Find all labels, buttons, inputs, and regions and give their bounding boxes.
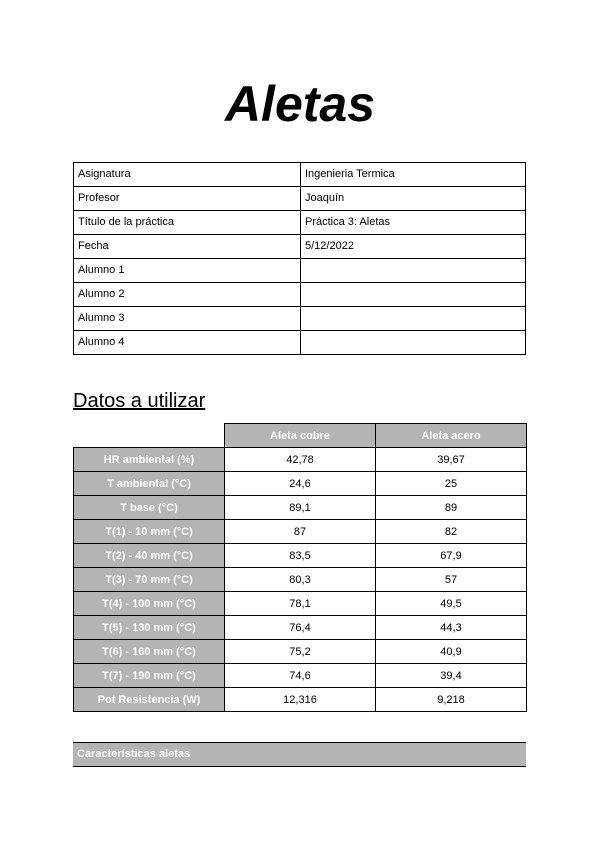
table-row [74,496,527,520]
section-title: Datos a utilizar [73,390,206,412]
info-label: Alumno 1 [74,259,301,283]
table-row [74,520,527,544]
table-row [74,664,527,688]
table-row [74,592,527,616]
characteristics-header: Características aletas [73,742,526,767]
info-row [74,187,526,211]
row-label: Pot Resistencia (W) [74,688,225,712]
value-cobre[interactable]: 83,5 [225,544,376,568]
value-cobre[interactable]: 80,3 [225,568,376,592]
info-label: Profesor [74,187,301,211]
table-row [74,616,527,640]
value-cobre[interactable]: 87 [225,520,376,544]
table-row [74,544,527,568]
value-cobre[interactable]: 76,4 [225,616,376,640]
row-label: T(3) - 70 mm (°C) [74,568,225,592]
row-label: T base (°C) [74,496,225,520]
value-cobre[interactable]: 24,6 [225,472,376,496]
column-header-acero: Aleta acero [376,424,527,448]
table-row [74,472,527,496]
info-value[interactable]: 5/12/2022 [301,235,526,259]
row-label: T ambiental (°C) [74,472,225,496]
row-label: T(2) - 40 mm (°C) [74,544,225,568]
info-row [74,283,526,307]
info-row [74,331,526,355]
info-label: Título de la práctica [74,211,301,235]
value-acero[interactable]: 44,3 [376,616,527,640]
info-value[interactable]: Práctica 3: Aletas [301,211,526,235]
info-label: Alumno 2 [74,283,301,307]
info-value[interactable]: Ingenieria Termica [301,163,526,187]
row-label: T(4) - 100 mm (°C) [74,592,225,616]
value-acero[interactable]: 49,5 [376,592,527,616]
info-row [74,235,526,259]
value-acero[interactable]: 25 [376,472,527,496]
value-acero[interactable]: 39,4 [376,664,527,688]
info-row [74,259,526,283]
info-value[interactable] [301,307,526,331]
column-header-cobre: Aleta cobre [225,424,376,448]
info-label: Fecha [74,235,301,259]
table-row [74,568,527,592]
value-cobre[interactable]: 78,1 [225,592,376,616]
page-title: Aletas [224,76,376,132]
table-row [74,640,527,664]
value-acero[interactable]: 39,67 [376,448,527,472]
value-cobre[interactable]: 42,78 [225,448,376,472]
value-acero[interactable]: 57 [376,568,527,592]
row-label: T(6) - 160 mm (°C) [74,640,225,664]
info-table [73,162,526,355]
row-label: T(5) - 130 mm (°C) [74,616,225,640]
info-row [74,211,526,235]
info-label: Asignatura [74,163,301,187]
value-cobre[interactable]: 12,316 [225,688,376,712]
info-value[interactable] [301,331,526,355]
value-acero[interactable]: 67,9 [376,544,527,568]
value-cobre[interactable]: 74,6 [225,664,376,688]
table-row [74,688,527,712]
table-row [74,448,527,472]
empty-header-cell [74,424,225,448]
value-cobre[interactable]: 89,1 [225,496,376,520]
row-label: T(1) - 10 mm (°C) [74,520,225,544]
info-label: Alumno 3 [74,307,301,331]
value-acero[interactable]: 40,9 [376,640,527,664]
value-acero[interactable]: 9,218 [376,688,527,712]
value-cobre[interactable]: 75,2 [225,640,376,664]
data-header-row [74,424,527,448]
row-label: HR ambiental (%) [74,448,225,472]
info-value[interactable] [301,283,526,307]
info-value[interactable]: Joaquín [301,187,526,211]
value-acero[interactable]: 89 [376,496,527,520]
info-value[interactable] [301,259,526,283]
value-acero[interactable]: 82 [376,520,527,544]
row-label: T(7) - 190 mm (°C) [74,664,225,688]
data-table [73,423,527,712]
info-label: Alumno 4 [74,331,301,355]
info-row [74,307,526,331]
info-row [74,163,526,187]
